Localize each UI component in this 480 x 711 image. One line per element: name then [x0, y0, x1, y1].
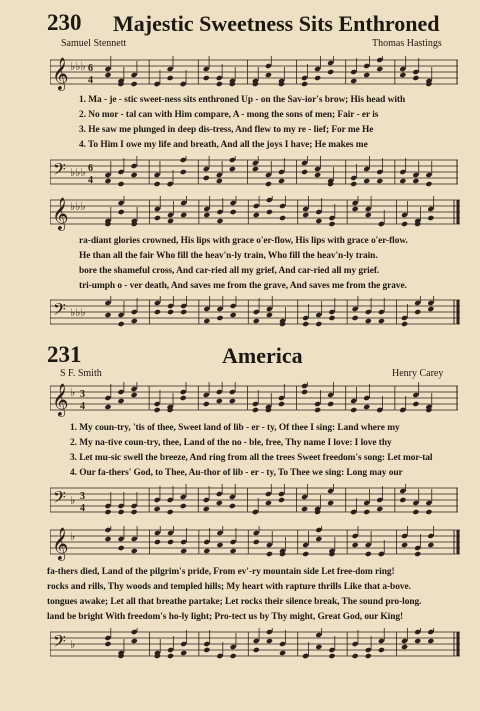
note-head: [352, 315, 359, 321]
note-head: [131, 318, 138, 324]
note-head: [229, 398, 236, 404]
note-head: [216, 81, 223, 87]
hymn-230-verse-2-line-2: He than all the fair Who fill the heav'n-ly train, Who fill the heav'n-ly train.: [79, 251, 378, 261]
note-head: [180, 548, 187, 554]
note-head: [117, 509, 124, 515]
hymn-230-system-2-treble-staff: [50, 196, 460, 232]
note-head: [401, 644, 408, 650]
note-head: [414, 309, 421, 315]
note-head: [352, 206, 359, 212]
note-head: [253, 318, 260, 324]
note-head: [427, 542, 434, 548]
hymn-231-system-2-bass-staff: [50, 628, 460, 668]
note-head: [216, 542, 223, 548]
note-head: [118, 321, 125, 327]
note-head: [350, 407, 357, 413]
note-head: [131, 172, 138, 178]
svg-text:♭♭♭: ♭♭♭: [70, 307, 86, 319]
note-head: [104, 312, 111, 318]
note-head: [154, 407, 161, 413]
note-head: [352, 653, 359, 659]
note-head: [365, 653, 372, 659]
note-head: [399, 178, 406, 184]
note-head: [278, 178, 285, 184]
note-head: [216, 218, 223, 224]
note-head: [203, 647, 210, 653]
note-head: [427, 638, 434, 644]
note-head: [278, 497, 285, 503]
note-head: [401, 542, 408, 548]
note-head: [266, 638, 273, 644]
svg-text:4: 4: [80, 503, 85, 514]
note-head: [425, 509, 432, 515]
note-head: [180, 309, 187, 315]
hymn-230-system-1-treble-staff: [50, 56, 458, 92]
note-head: [365, 551, 372, 557]
note-head: [401, 221, 408, 227]
hymn-231-verse-3-line-1: 3. Let mu-sic swell the breeze, And ring from all the trees Sweet freedom's song: Let mor-tal: [70, 453, 433, 463]
note-head: [399, 72, 406, 78]
hymn-231-verse-1-line-2: fa-thers died, Land of the pilgrim's pride, From ev'-ry mountain side Let free-dom ring!: [47, 567, 395, 577]
svg-text:𝄢: 𝄢: [53, 301, 66, 323]
note-head: [265, 500, 272, 506]
treble-staff-lines: [50, 382, 458, 418]
hymn-231-title: America: [222, 343, 303, 368]
note-head: [266, 209, 273, 215]
note-head: [253, 647, 260, 653]
bass-staff-lines: [50, 296, 460, 336]
note-head: [414, 551, 421, 557]
note-head: [266, 312, 273, 318]
note-head: [230, 209, 237, 215]
note-head: [167, 75, 174, 81]
svg-text:6: 6: [88, 63, 93, 74]
note-head: [266, 551, 273, 557]
hymn-230-lyricist: Samuel Stennett: [61, 38, 127, 49]
note-head: [131, 509, 138, 515]
hymn-230-verse-2-line-1: 2. No mor - tal can with Him compare, A - mong the sons of men; Fair - er is: [79, 110, 379, 120]
note-head: [301, 389, 308, 395]
note-head: [301, 169, 308, 175]
hymn-231-verse-4-line-2: land be bright With freedom's ho-ly light; Pro-tect us by Thy might, Great God, our King!: [47, 612, 404, 622]
note-head: [117, 398, 124, 404]
note-head: [279, 215, 286, 221]
note-head: [230, 548, 237, 554]
note-head: [167, 653, 174, 659]
hymn-231-composer: Henry Carey: [392, 368, 444, 379]
treble-staff-lines: [50, 56, 458, 92]
note-head: [399, 497, 406, 503]
hymn-230-title: Majestic Sweetness Sits Enthroned: [113, 11, 440, 36]
note-head: [315, 321, 322, 327]
svg-text:♭: ♭: [70, 531, 76, 543]
note-head: [216, 315, 223, 321]
note-head: [167, 309, 174, 315]
note-head: [167, 509, 174, 515]
svg-text:3: 3: [80, 389, 85, 400]
note-head: [363, 72, 370, 78]
note-head: [363, 404, 370, 410]
note-head: [328, 653, 335, 659]
note-head: [327, 69, 334, 75]
note-head: [180, 395, 187, 401]
note-head: [104, 404, 111, 410]
svg-text:𝄞: 𝄞: [52, 529, 69, 560]
hymn-231-number: 231: [47, 342, 82, 367]
svg-text:𝄢: 𝄢: [53, 489, 66, 511]
note-head: [203, 548, 210, 554]
note-head: [180, 212, 187, 218]
treble-staff-lines: [50, 526, 460, 562]
hymn-230-system-2-bass-staff: [50, 296, 460, 336]
note-head: [118, 545, 125, 551]
note-head: [131, 81, 138, 87]
note-head: [216, 500, 223, 506]
bass-staff-lines: [50, 484, 458, 520]
hymn-230-verse-3-line-2: bore the shameful cross, And car-ried all my grief, And car-ried all my grief.: [79, 266, 380, 276]
note-head: [314, 75, 321, 81]
svg-text:𝄢: 𝄢: [53, 161, 66, 183]
note-head: [252, 407, 259, 413]
note-head: [278, 401, 285, 407]
hymn-230-system-1-bass-staff: [50, 156, 458, 192]
note-head: [328, 221, 335, 227]
bass-staff-lines: [50, 156, 458, 192]
note-head: [203, 401, 210, 407]
note-head: [180, 650, 187, 656]
note-head: [118, 209, 125, 215]
note-head: [314, 407, 321, 413]
hymn-230-verse-4-line-1: 4. To Him I owe my life and breath, And all the joys I have; He makes me: [79, 140, 368, 150]
hymn-230-composer: Thomas Hastings: [372, 38, 442, 49]
note-head: [376, 66, 383, 72]
hymn-230-verse-4-line-2: tri-umph o - ver death, And saves me from the grave, And saves me from the grave.: [79, 281, 407, 291]
note-head: [350, 78, 357, 84]
note-head: [412, 178, 419, 184]
hymn-230-verse-3-line-1: 3. He saw me plunged in deep dis-tress, And flew to my re - lief; For me He: [79, 125, 374, 135]
note-head: [314, 172, 321, 178]
note-head: [301, 506, 308, 512]
svg-text:♭♭♭: ♭♭♭: [70, 61, 86, 73]
svg-text:4: 4: [88, 75, 93, 86]
note-head: [427, 306, 434, 312]
note-head: [203, 75, 210, 81]
svg-text:𝄞: 𝄞: [52, 59, 69, 90]
hymn-230-verse-1-line-1: 1. Ma - je - stic sweet-ness sits enthroned Up - on the Sav-ior's brow; His head with: [79, 95, 406, 105]
note-head: [104, 178, 111, 184]
note-head: [167, 539, 174, 545]
note-head: [104, 509, 111, 515]
note-head: [352, 542, 359, 548]
note-head: [301, 81, 308, 87]
note-head: [203, 318, 210, 324]
note-head: [376, 506, 383, 512]
note-head: [154, 506, 161, 512]
note-head: [203, 212, 210, 218]
note-head: [328, 315, 335, 321]
hymn-231-verse-2-line-1: 2. My na-tive coun-try, thee, Land of the no - ble, free, Thy name I love: I love thy: [70, 438, 392, 448]
note-head: [427, 215, 434, 221]
note-head: [302, 212, 309, 218]
note-head: [203, 506, 210, 512]
note-head: [104, 536, 111, 542]
note-head: [302, 551, 309, 557]
hymn-230-verse-1-line-2: ra-diant glories crowned, His lips with grace o'er-flow, His lips with grace o'er-flow.: [79, 236, 408, 246]
svg-text:3: 3: [80, 491, 85, 502]
svg-text:𝄞: 𝄞: [52, 199, 69, 230]
svg-text:6: 6: [88, 163, 93, 174]
note-head: [376, 178, 383, 184]
note-head: [180, 503, 187, 509]
note-head: [327, 401, 334, 407]
note-head: [216, 398, 223, 404]
note-head: [302, 321, 309, 327]
hymn-231-system-1-bass-staff: [50, 484, 458, 520]
note-head: [230, 312, 237, 318]
note-head: [315, 644, 322, 650]
note-head: [412, 509, 419, 515]
note-head: [414, 638, 421, 644]
svg-text:♭: ♭: [70, 495, 76, 507]
note-head: [279, 650, 286, 656]
note-head: [327, 500, 334, 506]
note-head: [154, 309, 161, 315]
note-head: [203, 175, 210, 181]
note-head: [365, 318, 372, 324]
hymn-231-verse-3-line-2: tongues awake; Let all that breathe partake; Let rocks their silence break, The sound pro-long.: [47, 597, 422, 607]
note-head: [315, 536, 322, 542]
note-head: [412, 401, 419, 407]
note-head: [350, 181, 357, 187]
svg-text:4: 4: [80, 401, 85, 412]
hymn-231-system-1-treble-staff: [50, 382, 458, 418]
note-head: [216, 178, 223, 184]
note-head: [265, 72, 272, 78]
svg-text:♭: ♭: [70, 387, 76, 399]
svg-text:♭: ♭: [70, 639, 76, 651]
svg-text:𝄢: 𝄢: [53, 633, 66, 655]
note-head: [104, 72, 111, 78]
note-head: [378, 318, 385, 324]
hymn-231-verse-1-line-1: 1. My coun-try, 'tis of thee, Sweet land of lib - er - ty, Of thee I sing: Land where my: [70, 423, 400, 433]
note-head: [363, 509, 370, 515]
note-head: [229, 166, 236, 172]
note-head: [131, 392, 138, 398]
note-head: [253, 539, 260, 545]
treble-staff-lines: [50, 196, 460, 232]
note-head: [229, 503, 236, 509]
note-head: [131, 548, 138, 554]
note-head: [167, 218, 174, 224]
note-head: [425, 181, 432, 187]
note-head: [378, 647, 385, 653]
note-head: [365, 212, 372, 218]
note-head: [315, 218, 322, 224]
hymn-231-system-2-treble-staff: [50, 526, 460, 562]
svg-text:4: 4: [88, 175, 93, 186]
note-head: [363, 178, 370, 184]
note-head: [117, 181, 124, 187]
bass-staff-lines: [50, 628, 460, 668]
note-head: [265, 181, 272, 187]
hymn-231-lyricist: S F. Smith: [60, 368, 102, 379]
note-head: [253, 212, 260, 218]
note-head: [180, 169, 187, 175]
note-head: [412, 75, 419, 81]
note-head: [401, 321, 408, 327]
note-head: [154, 181, 161, 187]
note-head: [154, 539, 161, 545]
hymn-231-verse-4-line-1: 4. Our fa-thers' God, to Thee, Au-thor of lib - er - ty, To Thee we sing: Long may our: [70, 468, 403, 478]
note-head: [154, 215, 161, 221]
hymn-231-verse-2-line-2: rocks and rills, Thy woods and templed hills; My heart with rapture thrills Like that a-bove.: [47, 582, 411, 592]
svg-text:♭♭♭: ♭♭♭: [70, 167, 86, 179]
hymn-230-number: 230: [47, 10, 82, 35]
note-head: [131, 638, 138, 644]
svg-text:♭♭♭: ♭♭♭: [70, 201, 86, 213]
note-head: [252, 166, 259, 172]
note-head: [230, 653, 237, 659]
svg-text:𝄞: 𝄞: [52, 385, 69, 416]
note-head: [104, 641, 111, 647]
